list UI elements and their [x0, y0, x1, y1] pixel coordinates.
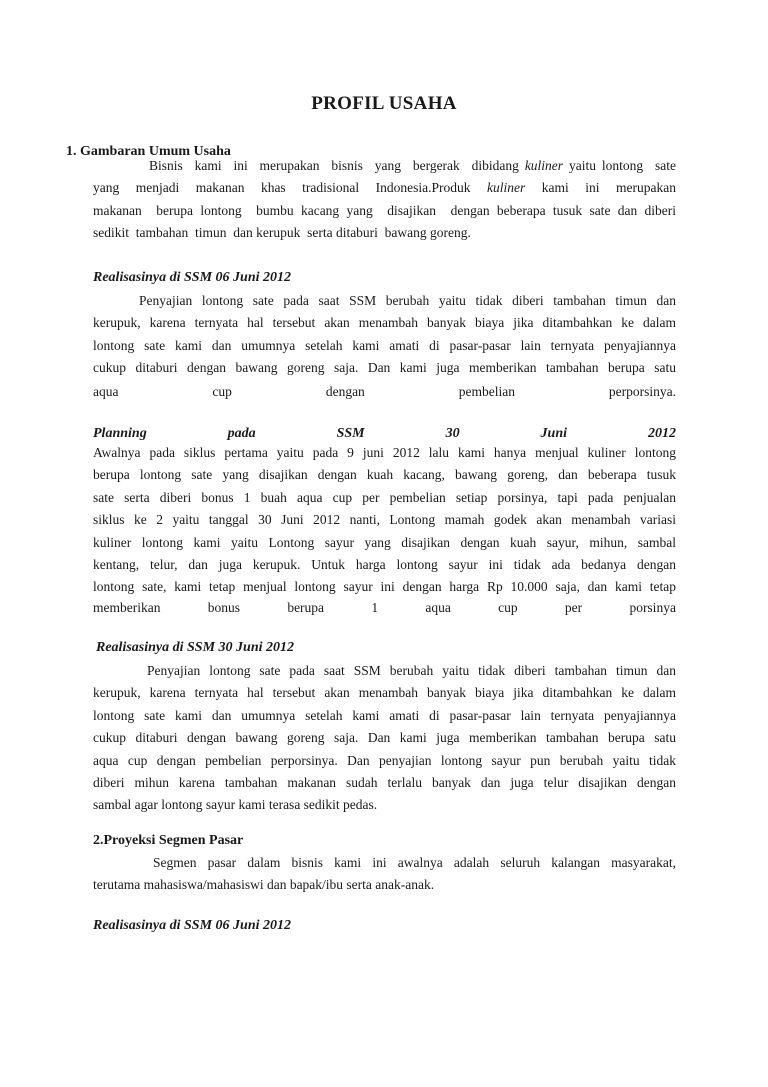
realisasi-2-paragraph [93, 660, 676, 817]
paragraph-line: siklus ke 2 yaitu tanggal 30 Juni 2012 nanti, Lontong mamah godek akan menambah variasi [93, 512, 676, 528]
paragraph-line: berupa lontong sate yang disajikan dengan kuah kacang, bawang goreng, dan beberapa tusuk [93, 467, 676, 483]
realisasi-1-heading: Realisasinya di SSM 06 Juni 2012 [93, 270, 291, 285]
realisasi-2-heading: Realisasinya di SSM 30 Juni 2012 [96, 640, 294, 655]
section-1-heading: 1. Gambaran Umum Usaha [66, 144, 231, 159]
section-2-paragraph [93, 852, 676, 897]
paragraph-line: yang menjadi makanan khas tradisional Indonesia.Produk kuliner kami ini merupakan [93, 180, 676, 196]
paragraph-line: sate serta diberi bonus 1 buah aqua cup per pembelian setiap porsinya, tapi pada penjualan [93, 489, 676, 505]
section-2-heading: 2.Proyeksi Segmen Pasar [93, 833, 244, 848]
paragraph-line: cukup ditaburi dengan bawang goreng saja. Dan kami juga memberikan tambahan berupa satu [93, 730, 676, 746]
paragraph-line: cukup ditaburi dengan bawang goreng saja. Dan kami juga memberikan tambahan berupa satu [93, 360, 676, 376]
planning-heading: Planning pada SSM 30 Juni 2012 [93, 426, 676, 441]
paragraph-line: aqua cup dengan pembelian perporsinya. Dan penyajian lontong sayur pun berubah yaitu tidak [93, 752, 676, 768]
paragraph-line: Awalnya pada siklus pertama yaitu pada 9 juni 2012 lalu kami hanya menjual kuliner lontong [93, 445, 676, 460]
paragraph-line: lontong sate kami dan umumnya setelah kami amati di pasar-pasar lain ternyata penyajiannya [93, 707, 676, 723]
page-title: PROFIL USAHA [311, 93, 457, 114]
paragraph-line: kuliner lontong kami yaitu Lontong sayur yang disajikan dengan kuah sayur, mihun, sambal [93, 534, 676, 550]
realisasi-3-heading: Realisasinya di SSM 06 Juni 2012 [93, 918, 291, 933]
paragraph-line: kentang, telur, dan juga kerupuk. Untuk harga lontong sayur ini tidak ada bedanya dengan [93, 556, 676, 572]
paragraph-line: Segmen pasar dalam bisnis kami ini awalnya adalah seluruh kalangan masyarakat, [153, 855, 676, 870]
paragraph-line: lontong sate kami dan umumnya setelah kami amati di pasar-pasar lain ternyata penyajiannya [93, 337, 676, 353]
realisasi-1-paragraph [93, 290, 676, 380]
paragraph-line: Penyajian lontong sate pada saat SSM berubah yaitu tidak diberi tambahan timun dan [139, 293, 676, 308]
paragraph-line: Penyajian lontong sate pada saat SSM berubah yaitu tidak diberi tambahan timun dan [147, 663, 676, 678]
paragraph-line: diberi mihun karena tambahan makanan sudah terlalu banyak dan juga telur disajikan dengan [93, 774, 676, 790]
paragraph-line: sambal agar lontong sayur kami terasa sedikit pedas. [93, 797, 378, 813]
paragraph-line: sedikit tambahan timun dan kerupuk serta ditaburi bawang goreng. [93, 225, 471, 241]
realisasi-1-last-line: aqua cup dengan pembelian perporsinya. [93, 384, 676, 399]
planning-paragraph [93, 442, 676, 599]
paragraph-line: terutama mahasiswa/mahasiswi dan bapak/ibu serta anak-anak. [93, 877, 435, 893]
planning-last-line: memberikan bonus berupa 1 aqua cup per porsinya [93, 600, 676, 615]
paragraph-line: makanan berupa lontong bumbu kacang yang disajikan dengan beberapa tusuk sate dan diberi [93, 202, 676, 218]
paragraph-line: kerupuk, karena ternyata hal tersebut akan menambah banyak biaya jika ditambahkan ke dalam [93, 685, 676, 701]
paragraph-line: kerupuk, karena ternyata hal tersebut akan menambah banyak biaya jika ditambahkan ke dalam [93, 315, 676, 331]
section-1-paragraph [93, 155, 676, 245]
paragraph-line: Bisnis kami ini merupakan bisnis yang bergerak dibidang kuliner yaitu lontong sate [149, 158, 676, 173]
paragraph-line: lontong sate, kami tetap menjual lontong sayur ini dengan harga Rp 10.000 saja, dan kami tetap [93, 579, 676, 595]
